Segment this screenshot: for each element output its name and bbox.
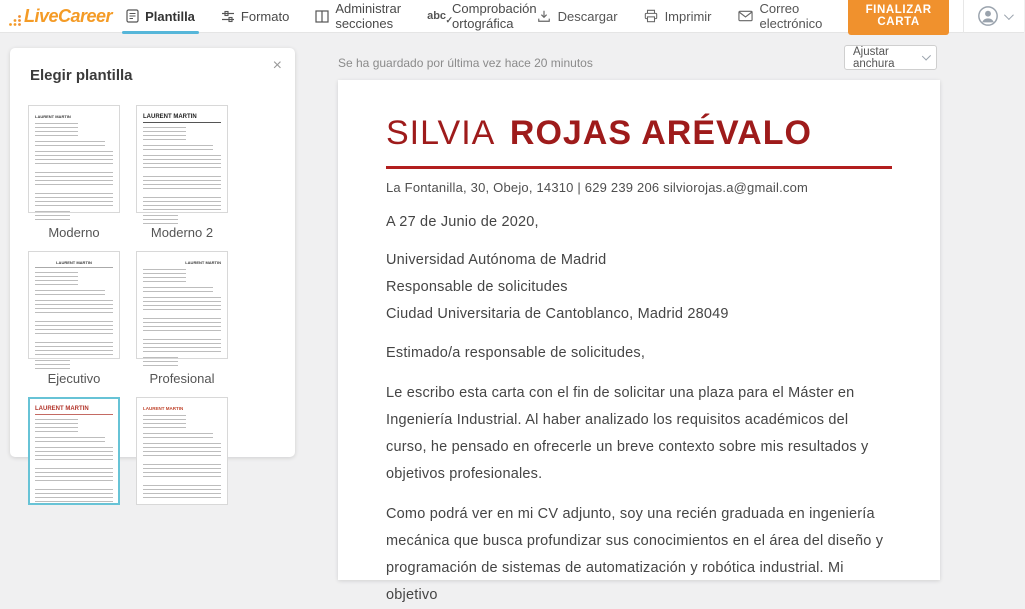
user-avatar-icon [977, 5, 999, 27]
template-card-red[interactable] [136, 397, 228, 505]
thumbnail-preview [28, 105, 120, 213]
finalize-letter-button[interactable]: FINALIZAR CARTA [848, 0, 949, 35]
email-button[interactable] [738, 1, 823, 31]
spellcheck-icon: abc ✓ [427, 10, 454, 25]
template-card-ejecutivo[interactable] [28, 251, 120, 397]
template-name: Moderno [48, 224, 100, 240]
thumbnail-preview [136, 251, 228, 359]
header-rule [386, 166, 892, 169]
template-icon [126, 9, 139, 23]
recipient-line: Responsable de solicitudes [386, 279, 568, 295]
name-first: SILVIA [386, 114, 494, 152]
close-icon[interactable]: × [272, 57, 282, 74]
chevron-down-icon [922, 51, 931, 60]
tab-comprobacion-ortografica[interactable] [427, 0, 537, 32]
logo-dots-icon [8, 11, 24, 27]
thumbnail-header: LAURENT MARTIN [35, 260, 113, 268]
account-menu[interactable] [963, 5, 1025, 27]
thumbnail-preview [136, 397, 228, 505]
format-icon [221, 10, 235, 23]
recipient-line: Universidad Autónoma de Madrid [386, 252, 607, 268]
template-name: Ejecutivo [47, 370, 101, 386]
thumbnail-header: LAURENT MARTIN [35, 114, 71, 119]
email-icon [738, 10, 753, 22]
date-line: A 27 de Junio de 2020, [386, 214, 539, 230]
thumbnail-preview [28, 251, 120, 359]
autosave-status: Se ha guardado por última vez hace 20 minutos [338, 56, 593, 70]
toolbar-actions [537, 0, 1025, 32]
livecareer-logo[interactable] [8, 6, 112, 27]
top-toolbar [0, 0, 1024, 33]
letter-document[interactable] [338, 80, 940, 603]
print-button[interactable] [644, 9, 712, 24]
template-name: Profesional [149, 370, 215, 386]
thumbnail-header: LAURENT MARTIN [35, 406, 113, 415]
toolbar-tabs [126, 0, 537, 32]
print-icon [644, 9, 658, 23]
template-card-moderno-2[interactable] [136, 105, 228, 251]
letter-body [386, 209, 892, 609]
name-last: ROJAS ARÉVALO [509, 114, 812, 152]
thumbnail-header: LAURENT MARTIN [185, 260, 221, 265]
panel-title: Elegir plantilla [30, 67, 133, 84]
paragraph: Le escribo esta carta con el fin de solicitar una plaza para el Máster en Ingeniería Industrial. Al haber analizado los requisitos académicos del curso, he pensado en ofrecerle un breve contexto sobre mis resultados y objetivos profesionales. [386, 385, 869, 482]
recipient-block [386, 247, 892, 328]
template-chooser-panel [10, 48, 295, 457]
chevron-down-icon [1004, 10, 1014, 20]
recipient-line: Ciudad Universitaria de Cantoblanco, Madrid 28049 [386, 306, 729, 322]
thumbnail-preview [28, 397, 120, 505]
tab-plantilla[interactable] [126, 0, 195, 32]
tab-formato[interactable] [221, 0, 289, 32]
tab-label: Comprobación ortográfica [452, 1, 537, 31]
download-button[interactable] [537, 9, 618, 24]
tab-administrar-secciones[interactable] [315, 0, 401, 32]
thumbnail-header: LAURENT MARTIN [143, 406, 184, 411]
thumbnail-preview [136, 105, 228, 213]
logo-text: LiveCareer [24, 5, 113, 26]
action-label: Descargar [557, 8, 618, 24]
salutation-line: Estimado/a responsable de solicitudes, [386, 345, 646, 361]
thumbnail-header: LAURENT MARTIN [143, 114, 221, 123]
template-card-moderno[interactable] [28, 105, 120, 251]
tab-label: Plantilla [145, 8, 195, 24]
tab-label: Formato [240, 8, 290, 24]
paragraph: Como podrá ver en mi CV adjunto, soy una recién graduada en ingeniería mecánica que busca profundizar sus conocimientos en el área del diseño y programación de sistemas de automatización y robótica industrial. Mi objetivo [386, 506, 884, 603]
contact-line: La Fontanilla, 30, Obejo, 14310 | 629 239 206 silviorojas.a@gmail.com [386, 180, 809, 195]
template-card-selected[interactable] [28, 397, 120, 505]
fit-width-select[interactable] [844, 45, 937, 70]
action-label: Correo electrónico [759, 1, 823, 31]
download-icon [537, 9, 551, 23]
sections-icon [315, 10, 329, 23]
template-name: Moderno 2 [150, 224, 214, 240]
document-name-heading [386, 114, 892, 153]
template-grid [28, 105, 228, 505]
action-label: Imprimir [664, 8, 712, 24]
template-card-profesional[interactable] [136, 251, 228, 397]
fit-width-value: Ajustar anchura [853, 45, 895, 70]
tab-label: Administrar secciones [335, 1, 402, 31]
